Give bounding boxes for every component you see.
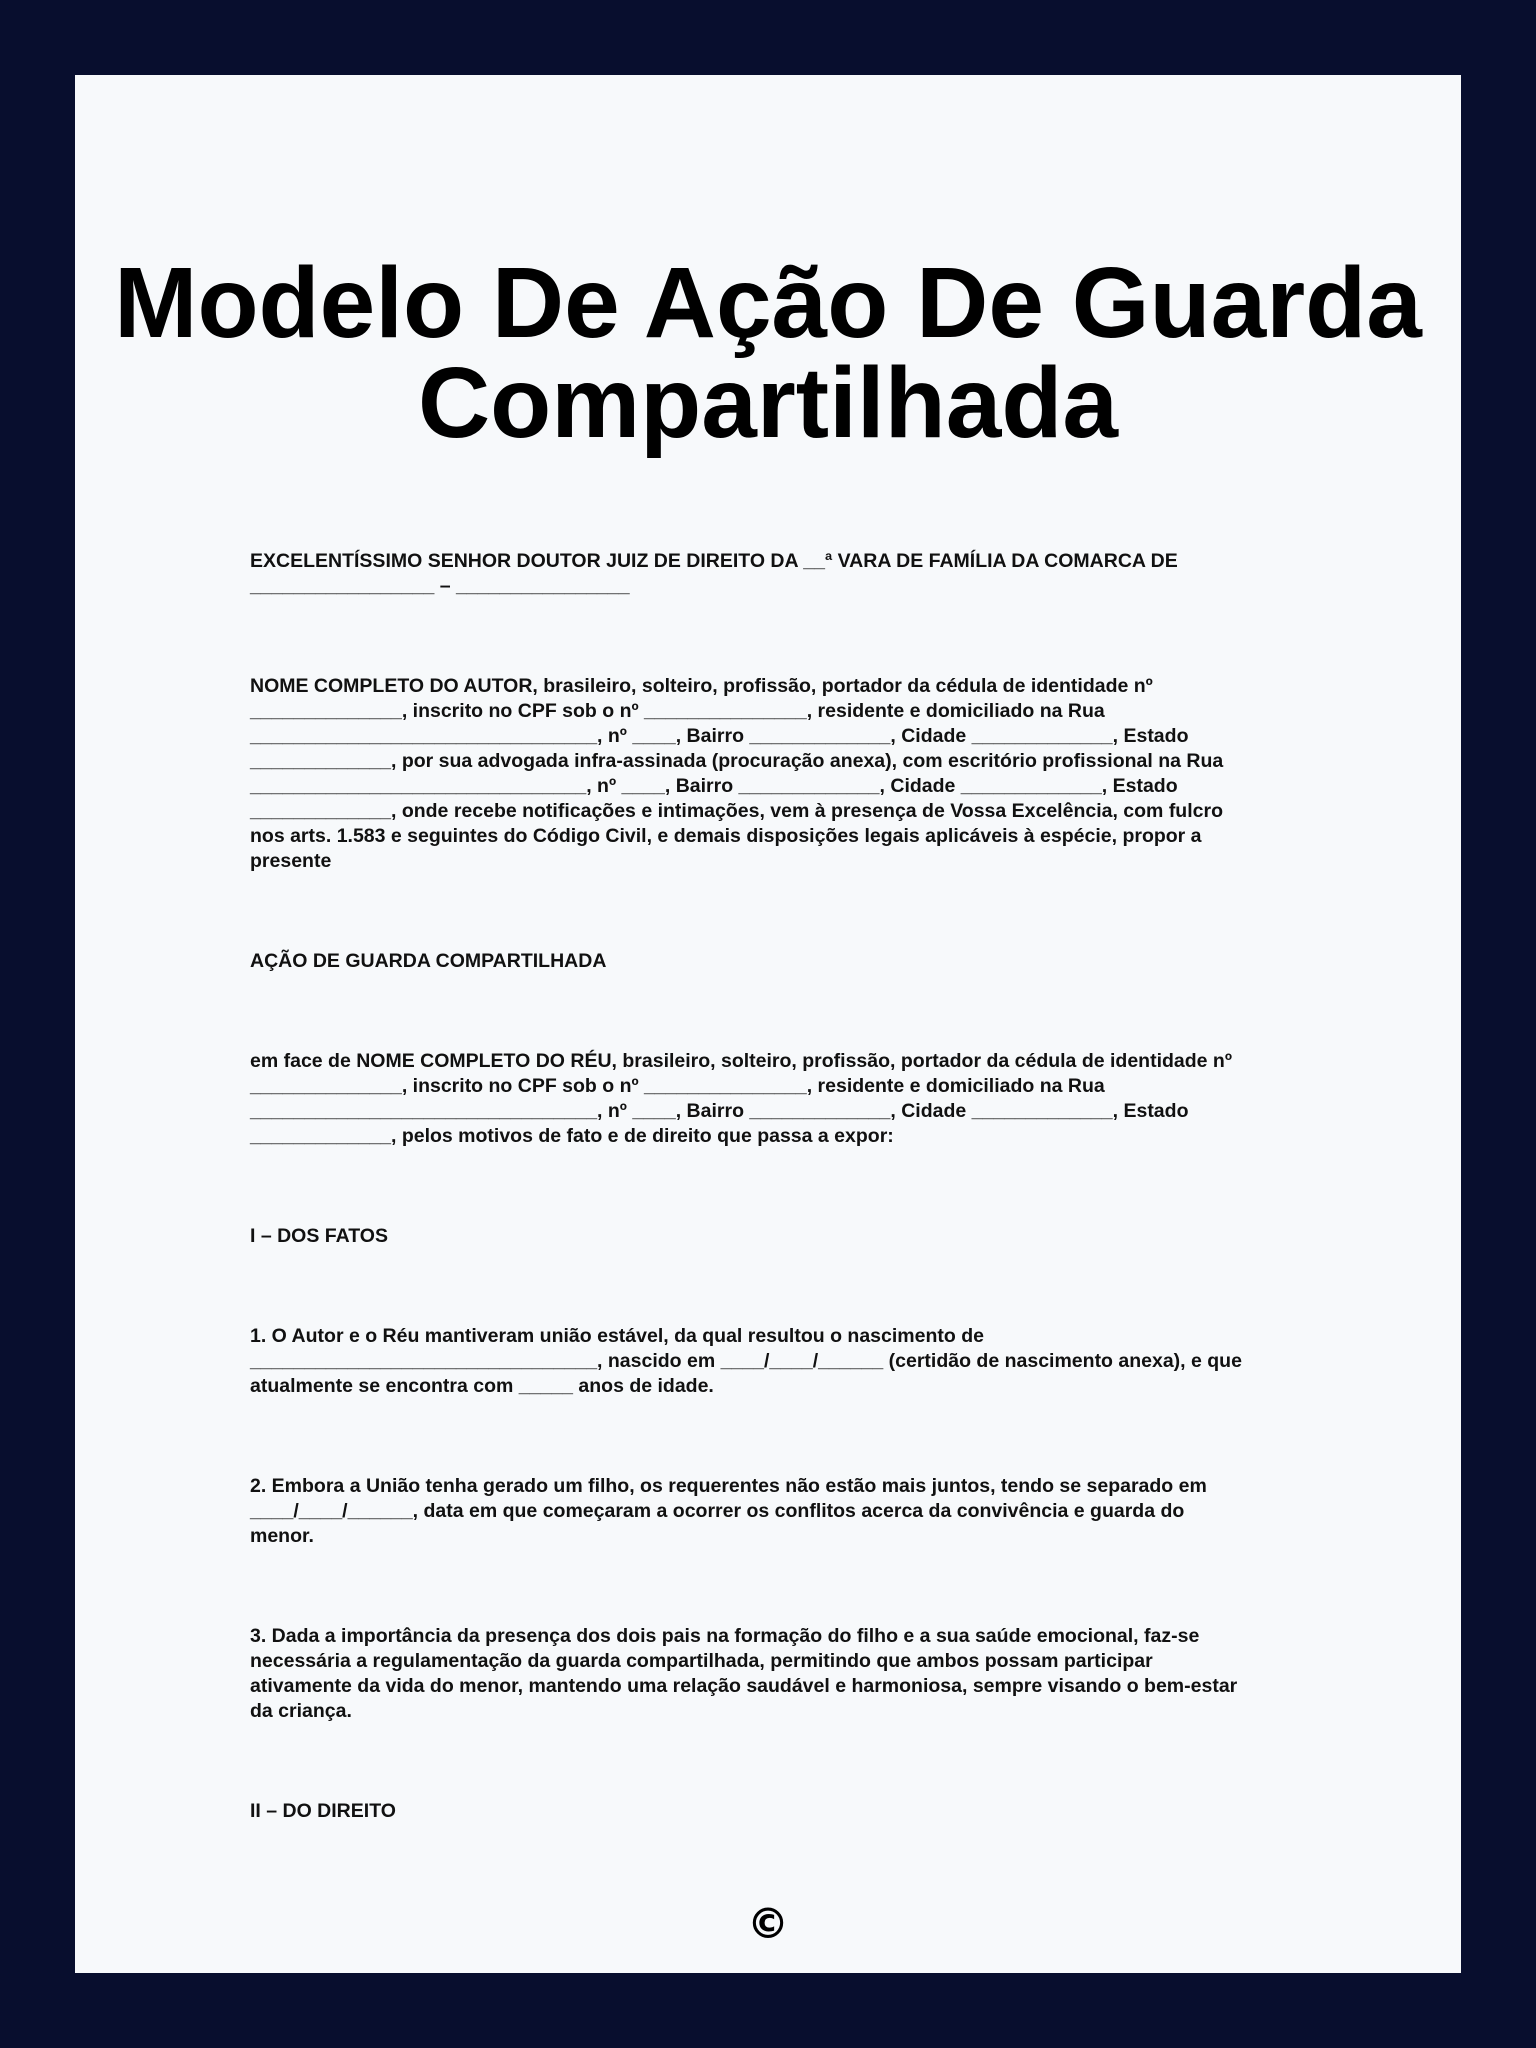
document-page xyxy=(75,75,1461,1973)
section-heading-facts: I – DOS FATOS xyxy=(250,1225,388,1247)
document-body xyxy=(250,549,1350,1899)
copyright-icon: © xyxy=(747,1899,789,1948)
court-addressing: EXCELENTÍSSIMO SENHOR DOUTOR JUIZ DE DIREITO DA __ª VARA DE FAMÍLIA DA COMARCA DE _________________ – ________________ xyxy=(250,550,1178,597)
plaintiff-qualification: NOME COMPLETO DO AUTOR, brasileiro, solteiro, profissão, portador da cédula de identidade nº ______________, inscrito no CPF sob o nº _______________, residente e domiciliado na Rua ________________________________, nº ____, Bairro _____________, Cidade _____________, Estado _____________, por sua advogada infra-assinada (procuração anexa), com escritório profissional na Rua _______________________________, nº ____, Bairro _____________, Cidade _____________, Estado _____________, onde recebe notificações e intimações, vem à presença de Vossa Excelência, com fulcro nos arts. 1.583 e seguintes do Código Civil, e demais disposições legais aplicáveis à espécie, propor a presente xyxy=(250,675,1224,872)
fact-paragraph-2: 2. Embora a União tenha gerado um filho, os requerentes não estão mais juntos, tendo se separado em ____/____/______, data em que começaram a ocorrer os conflitos acerca da convivência e guarda do menor. xyxy=(250,1475,1207,1547)
section-heading-law: II – DO DIREITO xyxy=(250,1800,396,1822)
action-heading: AÇÃO DE GUARDA COMPARTILHADA xyxy=(250,950,607,972)
defendant-qualification: em face de NOME COMPLETO DO RÉU, brasileiro, solteiro, profissão, portador da cédula de identidade nº ______________, inscrito no CPF sob o nº _______________, residente e domiciliado na Rua ________________________________, nº ____, Bairro _____________, Cidade _____________, Estado _____________, pelos motivos de fato e de direito que passa a expor: xyxy=(250,1050,1232,1147)
fact-paragraph-1: 1. O Autor e o Réu mantiveram união estável, da qual resultou o nascimento de ________________________________, nascido em ____/____/______ (certidão de nascimento anexa), e que atualmente se encontra com _____ anos de idade. xyxy=(250,1325,1242,1397)
fact-paragraph-3: 3. Dada a importância da presença dos dois pais na formação do filho e a sua saúde emocional, faz-se necessária a regulamentação da guarda compartilhada, permitindo que ambos possam participar ativamente da vida do menor, mantendo uma relação saudável e harmoniosa, sempre visando o bem-estar da criança. xyxy=(250,1625,1238,1722)
document-title: Modelo De Ação De Guarda Compartilhada xyxy=(114,247,1422,459)
